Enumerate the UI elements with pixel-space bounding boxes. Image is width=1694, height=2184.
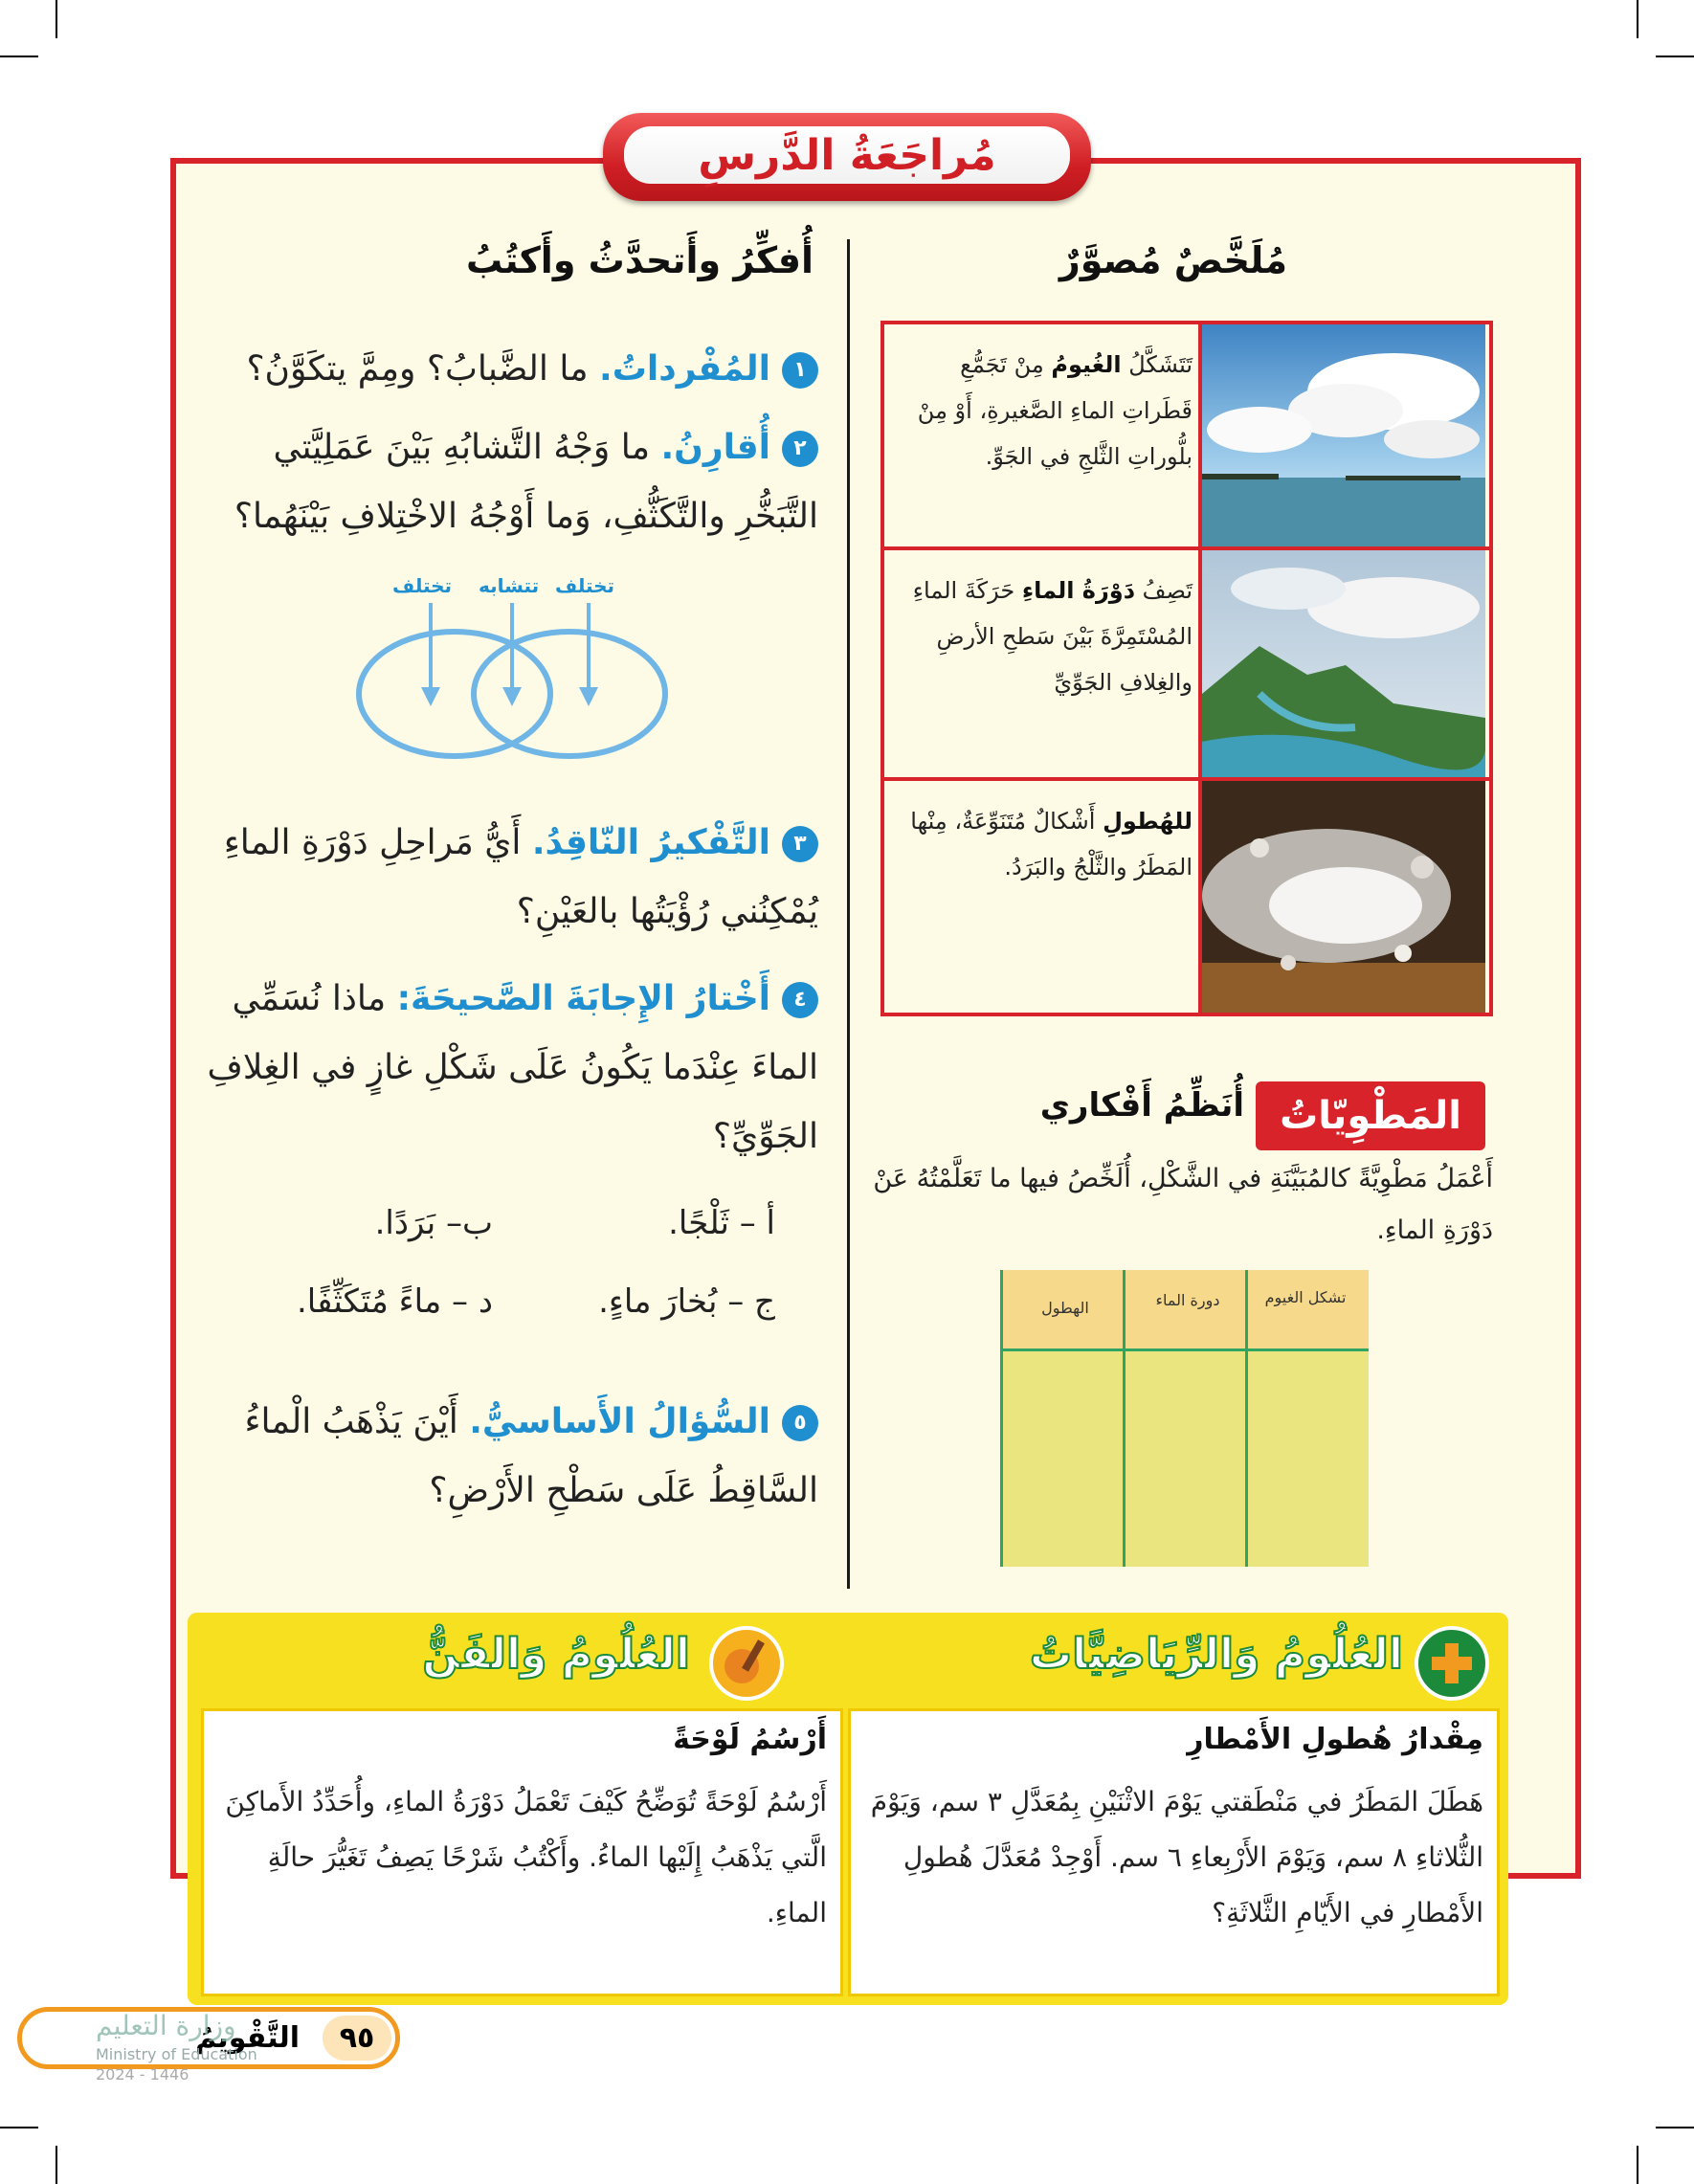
venn-diagram <box>354 574 670 766</box>
lesson-review-badge <box>603 113 1091 201</box>
question-3: ٣التَّفْكيرُ النّاقِدُ. أَيُّ مَراحِلِ دَوْرَةِ الماءِ يُمْكِنُني رُؤْيَتُها بالعَيْنِ؟ <box>223 823 818 931</box>
precipitation-image <box>1198 781 1489 1013</box>
summary-heading: مُلَخَّصٌ مُصوَّرٌ <box>1059 239 1287 281</box>
math-icon <box>1415 1626 1489 1701</box>
venn-label-left: تختلف <box>392 574 453 597</box>
foldable-label-precipitation: الهطول <box>1041 1299 1089 1317</box>
summary-row-clouds <box>880 321 1493 550</box>
question-number: ٥ <box>782 1405 818 1441</box>
page-number: ٩٥ <box>323 2016 391 2061</box>
foldable-col-clouds <box>1245 1270 1369 1567</box>
summary-row-water-cycle <box>880 546 1493 781</box>
venn-label-middle: تتشابه <box>479 574 540 597</box>
art-icon <box>709 1626 784 1701</box>
watermark-en: Ministry of Education <box>96 2045 257 2063</box>
foldables-label: المَطْوِيّاتُ <box>1256 1081 1485 1150</box>
foldable-image <box>1000 1270 1369 1567</box>
questions-heading: أُفكِّرُ وأَتحدَّثُ وأَكتُبُ <box>465 239 814 281</box>
question-number: ٤ <box>782 982 818 1018</box>
summary-text-water-cycle: تَصِفُ دَوْرَةُ الماءِ حَرَكَةَ الماءِ المُسْتَمِرَّةَ بَيْنَ سَطحِ الأرضِ والغِلافِ الجَوِّيِّ <box>912 577 1192 696</box>
foldables-text: أَعْمَلُ مَطْوِيَّةً كالمُبَيَّنَةِ في الشَّكْلِ، أُلَخِّصُ فيها ما تَعَلَّمْتُهُ عَنْ دَوْرَةِ الماءِ. <box>873 1164 1493 1245</box>
art-text: أَرْسُمُ لَوْحَةً تُوَضِّحُ كَيْفَ تَعْمَلُ دَوْرَةُ الماءِ، وأُحَدِّدُ الأَماكِنَ الَّتي يَذْهَبُ إِلَيْها الماءُ. وأَكْتُبُ شَرْحًا يَصِفُ تَغَيُّرَ حالَةِ الماءِ. <box>225 1786 827 1928</box>
foldable-label-clouds: تشكل الغيوم <box>1264 1288 1347 1306</box>
summary-text-clouds: تَتَشَكَّلُ الغُيومُ مِنْ تَجَمُّعِ قَطَراتِ الماءِ الصَّغيرةِ، أَوْ مِنْ بلُّوراتِ الثَّلجِ في الجَوِّ. <box>917 351 1192 470</box>
water-cycle-image <box>1198 550 1489 777</box>
foldables-heading: أُنَظِّمُ أَفْكاري <box>1039 1086 1244 1125</box>
cross-curricular-band <box>188 1613 1508 2005</box>
question-number: ٢ <box>782 431 818 467</box>
option-d: د – ماءً مُتَكَثِّفًا. <box>297 1282 493 1321</box>
lesson-review-title: مُراجَعَةُ الدَّرسِ <box>624 126 1070 184</box>
clouds-image <box>1198 324 1489 546</box>
foldable-label-cycle: دورة الماء <box>1155 1291 1220 1309</box>
watermark-year: 2024 - 1446 <box>96 2065 189 2084</box>
math-text: هَطَلَ المَطَرُ في مَنْطَقتي يَوْمَ الاثْنَيْنِ بِمُعَدَّلِ ٣ سم، وَيَوْمَ الثُّلاثاءِ ٨ سم، وَيَوْمَ الأَرْبِعاءِ ٦ سم. أَوْجِدْ مُعَدَّلَ هُطولِ الأَمْطارِ في الأَيّامِ الثَّلاثَةِ؟ <box>870 1786 1483 1928</box>
art-title: العُلُومُ وَالفَنُّ <box>422 1630 690 1679</box>
art-subtitle: أَرْسُمُ لَوْحَةً <box>673 1723 827 1756</box>
venn-label-right: تختلف <box>555 574 615 597</box>
footer-label: التَّقْويمُ <box>195 2021 300 2055</box>
question-4: ٤أَخْتارُ الإِجابَةَ الصَّحيحَةَ: ماذا نُسَمِّي الماءَ عِنْدَما يَكُونُ عَلَى شَكْلِ غازٍ في الغِلافِ الجَوِّيِّ؟ <box>207 979 818 1156</box>
foldable-col-cycle <box>1123 1270 1245 1567</box>
question-2: ٢أُقارِنُ. ما وَجْهُ التَّشابُهِ بَيْنَ عَمَلِيَّتي التَّبَخُّرِ والتَّكَثُّفِ، وَما أَوْجُهُ الاخْتِلافِ بَيْنَهُما؟ <box>234 428 818 536</box>
foldable-col-precipitation <box>1000 1270 1123 1567</box>
question-number: ٣ <box>782 826 818 862</box>
question-1: ١المُفْرداتُ. ما الضَّبابُ؟ ومِمَّ يتكَوَّنُ؟ <box>206 335 818 404</box>
column-divider <box>847 239 850 1589</box>
question-number: ١ <box>782 352 818 389</box>
option-b: ب– بَرَدًا. <box>374 1204 493 1242</box>
option-a: أ – ثَلْجًا. <box>668 1204 775 1242</box>
math-box <box>848 1708 1500 1996</box>
art-box <box>201 1708 843 1996</box>
math-subtitle: مِقْدارُ هُطولِ الأَمْطارِ <box>1187 1723 1483 1756</box>
summary-text-precipitation: للهُطولِ أَشْكالٌ مُتَنَوِّعَةٌ، مِنْها المَطَرُ والثَّلْجُ والبَرَدُ. <box>910 808 1192 880</box>
question-5: ٥السُّؤالُ الأَساسيُّ. أَيْنَ يَذْهَبُ الْماءُ السَّاقِطُ عَلَى سَطْحِ الأَرْضِ؟ <box>244 1402 818 1510</box>
watermark: وزارة التعليم <box>96 2010 236 2041</box>
option-c: ج – بُخارَ ماءٍ. <box>598 1282 775 1321</box>
summary-row-precipitation <box>880 777 1493 1016</box>
math-title: العُلُومُ وَالرِّيَاضِيَّاتُ <box>1029 1630 1403 1679</box>
